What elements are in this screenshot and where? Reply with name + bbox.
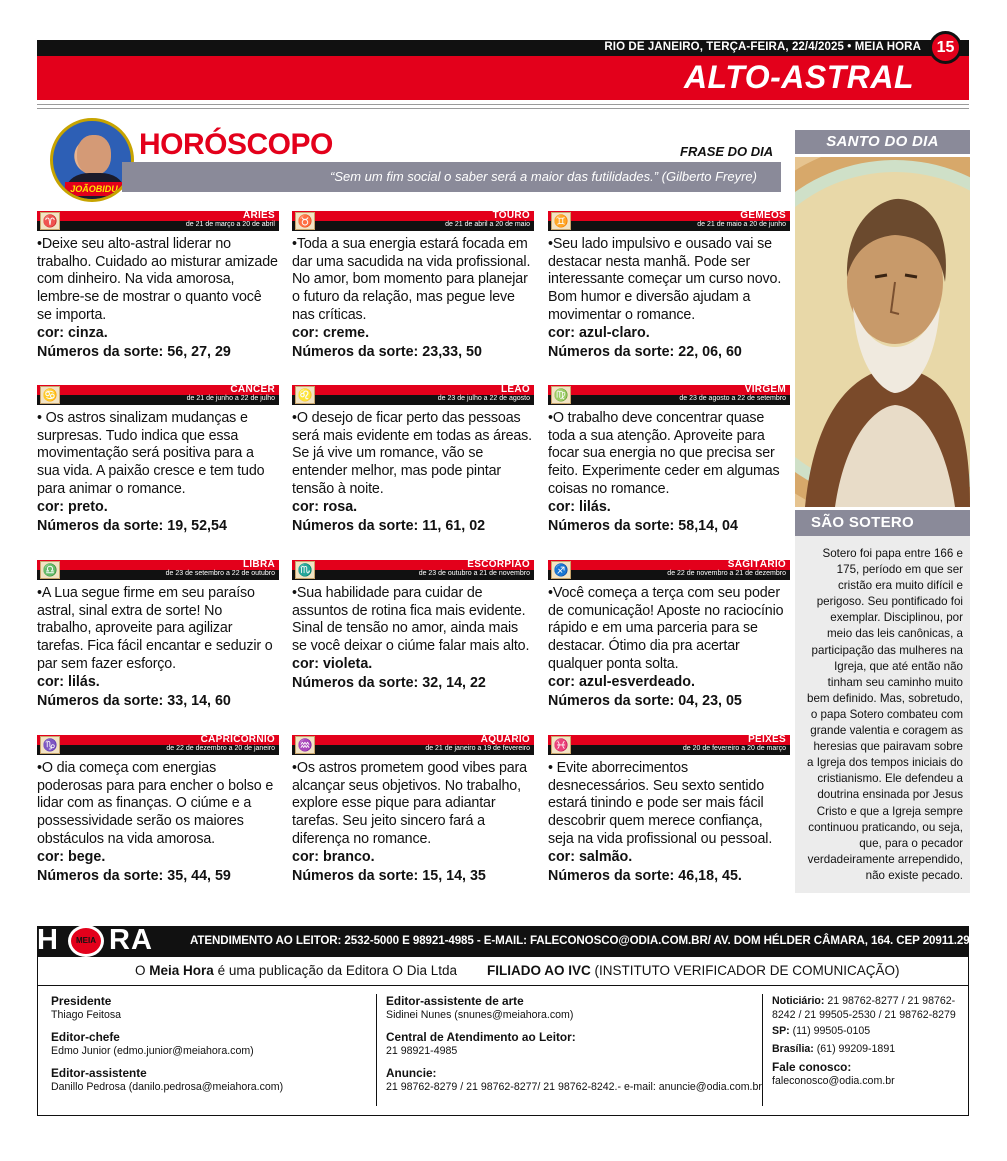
zodiac-icon: ♎	[40, 561, 60, 579]
sign-period: de 23 de julho a 22 de agosto	[437, 395, 530, 402]
publication-text	[135, 963, 900, 978]
brasilia-label: Brasília:	[772, 1043, 814, 1055]
sign-period: de 21 de janeiro a 19 de fevereiro	[425, 745, 530, 752]
sign-text: • Evite aborrecimentos desnecessários. Seu sexto sentido estará tinindo e pode ser mais fácil descobrir quem merece confiança, seja na vida profissional ou pessoal.	[548, 760, 773, 847]
sp-label: SP:	[772, 1025, 790, 1037]
sign-color: cor: azul-claro.	[548, 324, 650, 341]
credits-box	[37, 986, 969, 1116]
sign-escorpiao	[292, 560, 534, 692]
brasilia-value: (61) 99209-1891	[816, 1043, 896, 1055]
sign-period: de 22 de dezembro a 20 de janeiro	[166, 745, 275, 752]
sign-header	[292, 385, 534, 405]
credit-label: Editor-assistente	[51, 1066, 147, 1080]
sign-name: LEÃO	[501, 384, 530, 395]
zodiac-icon: ♏	[295, 561, 315, 579]
zodiac-icon: ♈	[40, 212, 60, 230]
zodiac-icon: ♋	[40, 386, 60, 404]
credit-value: 21 98762-8279 / 21 98762-8277/ 21 98762-8242.- e-mail: anuncie@odia.com.br	[386, 1081, 762, 1093]
saint-bio-box	[795, 536, 970, 893]
horoscope-title: HORÓSCOPO	[139, 128, 333, 161]
sign-lucky-numbers: Números da sorte: 19, 52,54	[37, 518, 227, 535]
sign-name: PEIXES	[748, 734, 786, 745]
header-rule	[37, 104, 969, 105]
sign-lucky-numbers: Números da sorte: 04, 23, 05	[548, 693, 742, 710]
saint-name: SÃO SOTERO	[795, 510, 970, 536]
avatar-tag: JOÃOBIDU	[65, 182, 123, 196]
column-divider	[376, 994, 377, 1106]
sign-color: cor: preto.	[37, 498, 108, 515]
sign-libra	[37, 560, 279, 710]
phrase-bar	[122, 162, 781, 192]
credit-label: Editor-assistente de arte	[386, 994, 524, 1008]
credit-label: Anuncie:	[386, 1066, 437, 1080]
credit-label: Presidente	[51, 994, 112, 1008]
credits-col-3	[772, 994, 962, 1096]
sign-lucky-numbers: Números da sorte: 15, 14, 35	[292, 868, 486, 885]
credits-col-1	[51, 994, 371, 1102]
sign-leao	[292, 385, 534, 535]
credit-value: Thiago Feitosa	[51, 1009, 122, 1021]
logo-ra: RA	[109, 924, 153, 956]
credit-value: Sidinei Nunes (snunes@meiahora.com)	[386, 1009, 574, 1021]
sign-color: cor: cinza.	[37, 324, 108, 341]
sign-text: •Os astros prometem good vibes para alcançar seus objetivos. No trabalho, explore esse pique para adiantar tarefas. Seu jeito sincero fará a diferença no romance.	[292, 760, 527, 847]
zodiac-icon: ♒	[295, 736, 315, 754]
avatar-face	[77, 135, 111, 175]
sign-header	[292, 735, 534, 755]
sign-lucky-numbers: Números da sorte: 22, 06, 60	[548, 344, 742, 361]
section-title: ALTO-ASTRAL	[683, 59, 914, 95]
sign-period: de 21 de junho a 22 de julho	[186, 395, 275, 402]
sign-capricornio	[37, 735, 279, 885]
sign-name: VIRGEM	[744, 384, 786, 395]
sign-color: cor: bege.	[37, 848, 106, 865]
sign-touro	[292, 211, 534, 361]
sign-header	[548, 385, 790, 405]
sign-text: •A Lua segue firme em seu paraíso astral, sinal extra de sorte! No trabalho, aproveite para agilizar tarefas. Fica fácil encantar e seduzir o par sem fazer esforço.	[37, 585, 273, 672]
zodiac-icon: ♍	[551, 386, 571, 404]
credit-label: Central de Atendimento ao Leitor:	[386, 1030, 576, 1044]
sign-header	[37, 211, 279, 231]
ivc-rest: (INSTITUTO VERIFICADOR DE COMUNICAÇÃO)	[594, 963, 900, 978]
zodiac-icon: ♌	[295, 386, 315, 404]
sign-period: de 23 de agosto a 22 de setembro	[679, 395, 786, 402]
logo-ring: MEIA	[68, 925, 104, 957]
dateline: RIO DE JANEIRO, TERÇA-FEIRA, 22/4/2025 • MEIA HORA	[604, 41, 921, 53]
sp-value: (11) 99505-0105	[792, 1025, 871, 1037]
sign-text: •Seu lado impulsivo e ousado vai se destacar nesta manhã. Pode ser interessante começar um curso novo. Bom humor e diversão ajudam a movimentar o romance.	[548, 236, 782, 323]
credits-col-2	[386, 994, 762, 1102]
zodiac-icon: ♑	[40, 736, 60, 754]
sign-text: •Deixe seu alto-astral liderar no trabalho. Cuidado ao misturar amizade com dinheiro. Na vida amorosa, lembre-se de mostrar o quanto você se importa.	[37, 236, 278, 323]
sign-name: CÂNCER	[230, 384, 275, 395]
sign-header	[292, 560, 534, 580]
sign-text: •O trabalho deve concentrar quase toda a sua atenção. Aproveite para focar sua energia no que precisa ser feito. Experimente ceder em algumas coisas no romance.	[548, 410, 780, 497]
sign-virgem	[548, 385, 790, 535]
sign-header	[548, 735, 790, 755]
sign-header	[292, 211, 534, 231]
sign-color: cor: lilás.	[548, 498, 611, 515]
credit-value: 21 98921-4985	[386, 1045, 458, 1057]
sign-name: LIBRA	[242, 559, 275, 570]
sign-color: cor: branco.	[292, 848, 375, 865]
sign-name: AQUÁRIO	[480, 734, 530, 745]
sign-header	[37, 560, 279, 580]
sign-lucky-numbers: Números da sorte: 46,18, 45.	[548, 868, 742, 885]
sign-lucky-numbers: Números da sorte: 58,14, 04	[548, 518, 738, 535]
sign-sagitario	[548, 560, 790, 710]
publication-line	[37, 957, 969, 986]
saint-bio: Sotero foi papa entre 166 e 175, período em que ser cristão era muito difícil e perigoso. Seu pontificado foi exemplar. Disciplinou, por meio das leis canônicas, a participação das mulheres na Igreja, que até então não tinham seu caminho muito bem definido. Mas, sobretudo, o papa Sotero combateu com grande valentia e coragem as heresias que pairavam sobre a Igreja dos tempos iniciais do cristianismo. Ele defendeu a doutrina ensinada por Jesus Cristo e que a Igreja sempre continuou praticando, ou seja, que, para o pecador verdadeiramente arrependido, não existe pecado.	[807, 547, 963, 882]
sign-header	[548, 560, 790, 580]
section-band	[37, 56, 969, 100]
sign-name: TOURO	[492, 210, 530, 221]
zodiac-icon: ♐	[551, 561, 571, 579]
fale-label: Fale conosco:	[772, 1060, 852, 1074]
santo-heading: SANTO DO DIA	[795, 130, 970, 154]
sign-text: •O desejo de ficar perto das pessoas será mais evidente em todas as áreas. Se já vive um romance, vão se entender melhor, mas pode pintar tensão à noite.	[292, 410, 533, 497]
sign-color: cor: violeta.	[292, 655, 373, 672]
sign-period: de 21 de abril a 20 de maio	[445, 221, 530, 228]
sign-header	[37, 385, 279, 405]
sign-lucky-numbers: Números da sorte: 56, 27, 29	[37, 344, 231, 361]
sign-header	[548, 211, 790, 231]
sign-aries	[37, 211, 279, 361]
sign-name: ÁRIES	[242, 210, 275, 221]
sign-color: cor: rosa.	[292, 498, 358, 515]
zodiac-icon: ♊	[551, 212, 571, 230]
sign-lucky-numbers: Números da sorte: 11, 61, 02	[292, 518, 486, 535]
noticiario-line	[772, 994, 962, 1022]
fale-value: faleconosco@odia.com.br	[772, 1075, 895, 1087]
brasilia-line	[772, 1042, 962, 1056]
column-divider	[762, 994, 763, 1106]
zodiac-icon: ♉	[295, 212, 315, 230]
sign-peixes	[548, 735, 790, 885]
pub-suffix: é uma publicação da Editora O Dia Ltda	[217, 963, 457, 978]
sp-line	[772, 1024, 962, 1038]
sign-period: de 23 de setembro a 22 de outubro	[165, 570, 275, 577]
sign-aquario	[292, 735, 534, 885]
page-number: 15	[929, 31, 962, 64]
sign-lucky-numbers: Números da sorte: 23,33, 50	[292, 344, 482, 361]
zodiac-icon: ♓	[551, 736, 571, 754]
ivc-bold: FILIADO AO IVC	[487, 963, 591, 978]
sign-lucky-numbers: Números da sorte: 35, 44, 59	[37, 868, 231, 885]
phrase-quote: “Sem um fim social o saber será a maior das futilidades.” (Gilberto Freyre)	[330, 169, 757, 184]
sign-period: de 23 de outubro a 21 de novembro	[418, 570, 530, 577]
credit-value: Danillo Pedrosa (danilo.pedrosa@meiahora.com)	[51, 1081, 284, 1093]
pub-prefix: O	[135, 963, 146, 978]
sign-lucky-numbers: Números da sorte: 33, 14, 60	[37, 693, 231, 710]
sign-text: •Toda a sua energia estará focada em dar uma sacudida na vida profissional. No amor, bom momento para planejar o futuro da relação, mas pegue leve nas críticas.	[292, 236, 531, 323]
sign-color: cor: azul-esverdeado.	[548, 673, 695, 690]
credit-value: Edmo Junior (edmo.junior@meiahora.com)	[51, 1045, 254, 1057]
sign-text: •Você começa a terça com seu poder de comunicação! Aposte no raciocínio rápido e em uma parceria para se destacar. Ótimo dia pra acertar qualquer ponta solta.	[548, 585, 784, 672]
sign-period: de 22 de novembro a 21 de dezembro	[667, 570, 786, 577]
noticiario-value: 21 98762-8277 / 21 98762-8242 / 21 99505-2530 / 21 98762-8279	[772, 995, 956, 1021]
sign-color: cor: salmão.	[548, 848, 633, 865]
sign-name: GÊMEOS	[740, 210, 786, 221]
logo-h: H	[37, 924, 59, 956]
phrase-label: FRASE DO DIA	[680, 144, 774, 159]
sign-name: CAPRICÓRNIO	[200, 734, 275, 745]
sign-text: •O dia começa com energias poderosas para para encher o bolso e lidar com as finanças. O ciúme e a possessividade serão os maiores obstáculos na vida amorosa.	[37, 760, 274, 847]
top-bar	[37, 40, 969, 56]
sign-name: SAGITÁRIO	[727, 559, 786, 570]
pub-brand: Meia Hora	[149, 963, 214, 978]
meia-hora-logo	[37, 922, 177, 960]
saint-portrait-image	[795, 157, 970, 507]
noticiario-label: Noticiário:	[772, 995, 825, 1007]
sign-text: •Sua habilidade para cuidar de assuntos de rotina fica mais evidente. Sinal de tensão no amor, ainda mais se você deixar o ciúme falar mais alto.	[292, 585, 530, 655]
sign-gemeos	[548, 211, 790, 361]
sign-period: de 21 de março a 20 de abril	[185, 221, 275, 228]
sign-name: ESCORPIÃO	[467, 559, 530, 570]
credit-label: Editor-chefe	[51, 1030, 120, 1044]
sign-color: cor: lilás.	[37, 673, 100, 690]
sign-period: de 20 de fevereiro a 20 de março	[682, 745, 786, 752]
sign-header	[37, 735, 279, 755]
sign-text: • Os astros sinalizam mudanças e surpresas. Tudo indica que essa movimentação será positiva para a sua vida. A paixão cresce e tem tudo para animar o romance.	[37, 410, 265, 497]
sign-lucky-numbers: Números da sorte: 32, 14, 22	[292, 675, 486, 692]
header-rule-2	[37, 108, 969, 109]
sign-period: de 21 de maio a 20 de junho	[697, 221, 786, 228]
sign-cancer	[37, 385, 279, 535]
reader-contact: ATENDIMENTO AO LEITOR: 2532-5000 E 98921-4985 - E-MAIL: FALECONOSCO@ODIA.COM.BR/ AV. DOM HÉLDER CÂMARA, 164. CEP 20911.292, RJ	[190, 934, 997, 947]
sign-color: cor: creme.	[292, 324, 370, 341]
